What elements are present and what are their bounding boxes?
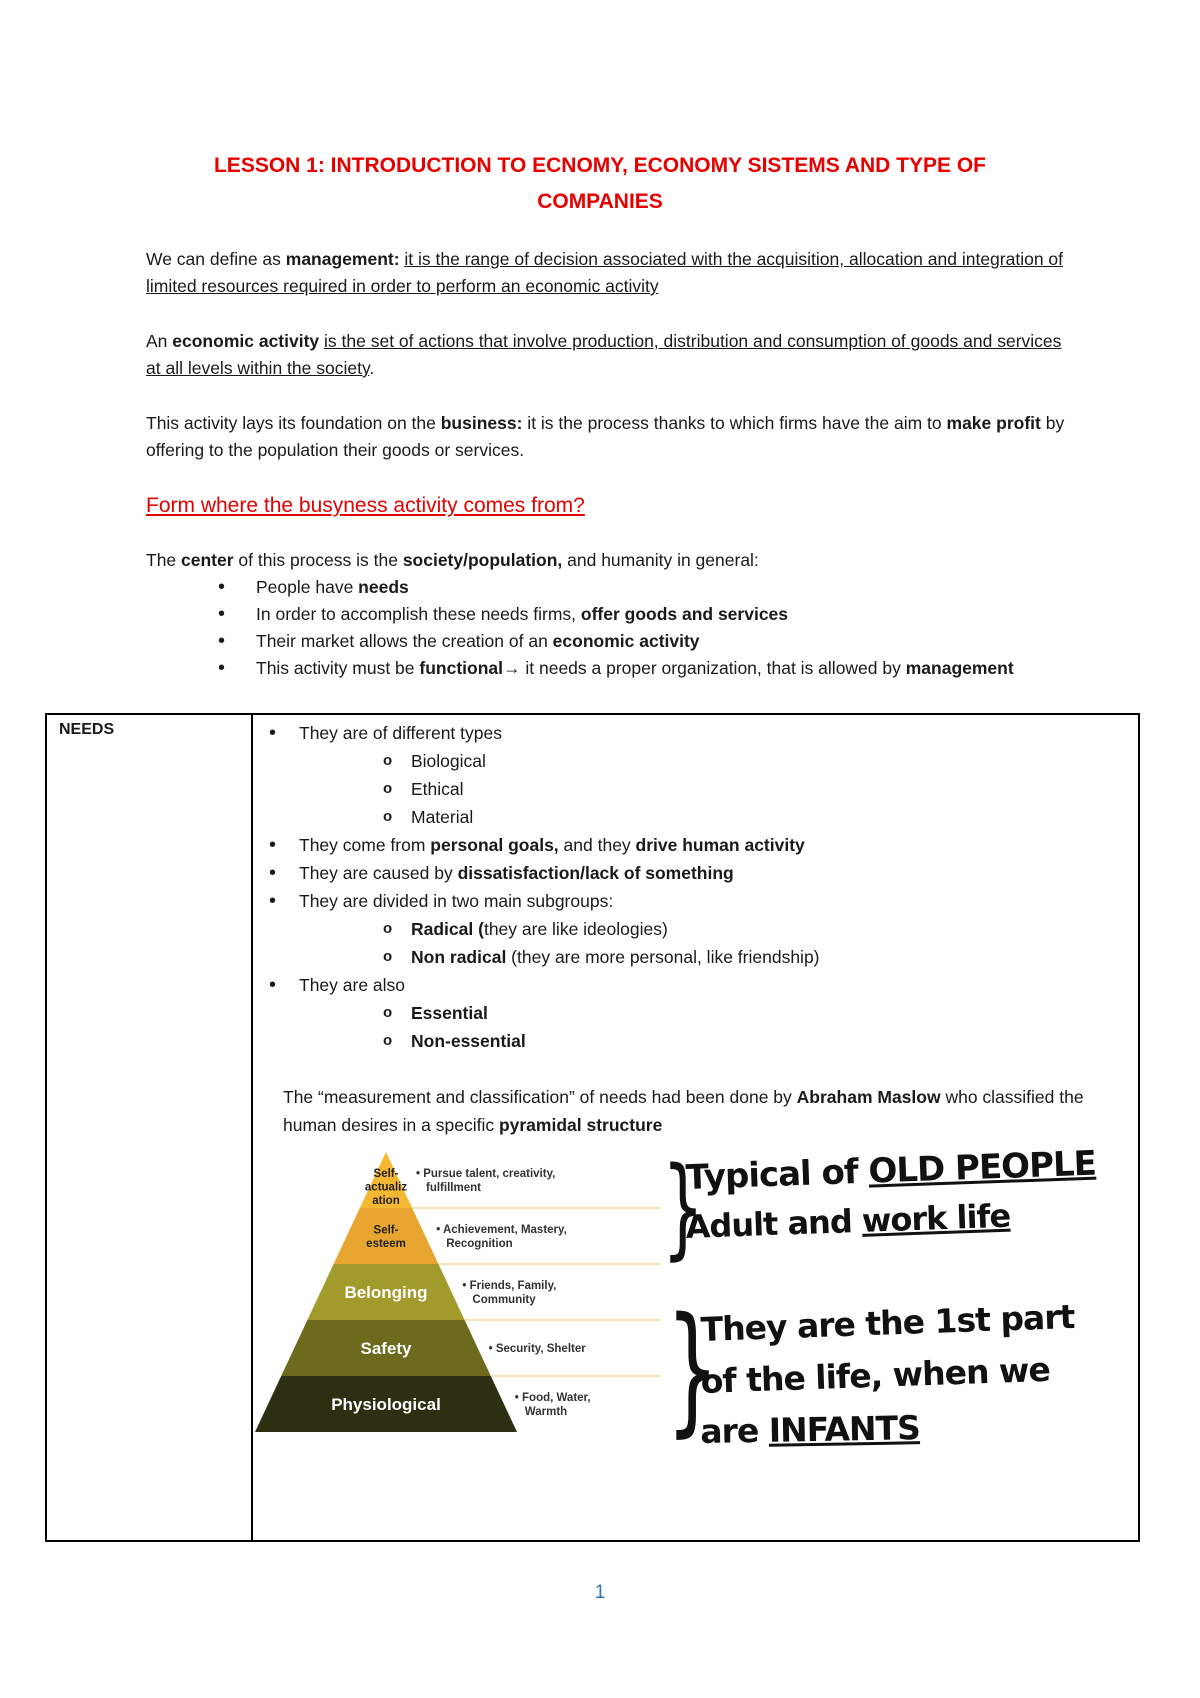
maslow-paragraph: The “measurement and classification” of needs had been done by Abraham Maslow who classified the human desires in a specific pyramidal structure: [283, 1087, 1084, 1135]
make-profit-term: make profit: [946, 413, 1041, 433]
center-paragraph: [146, 547, 1076, 574]
list-item: o Biological: [299, 747, 1121, 775]
business-paragraph: [146, 410, 1076, 464]
pyramid-level-description: • Food, Water,: [514, 1392, 591, 1404]
needs-content: [261, 719, 1121, 1139]
pyramid-level-label: Self-: [373, 1224, 399, 1237]
handwritten-note-life: of the life, when we: [700, 1349, 1051, 1401]
economic-activity-definition: [146, 328, 1076, 382]
pyramid-level-label: Safety: [360, 1338, 412, 1358]
society-term: society/population,: [402, 550, 563, 570]
pyramid-level-label: Belonging: [344, 1282, 428, 1302]
business-term: business:: [440, 413, 523, 433]
lesson-title-line-1: LESSON 1: INTRODUCTION TO ECNOMY, ECONOMY SISTEMS AND TYPE OF: [213, 154, 987, 177]
list-item: • People have needs: [146, 574, 1046, 601]
arrow-right-icon: →: [503, 658, 521, 678]
economic-suffix: .: [369, 358, 375, 378]
list-item: • They are divided in two main subgroups: o Radical (they are like ideologies) o Non radical (they are more personal, like friendship): [261, 887, 1121, 971]
list-item: o Non radical (they are more personal, like friendship): [299, 943, 1121, 971]
brace-icon: }: [662, 1143, 704, 1271]
list-item: o Radical (they are like ideologies): [299, 915, 1121, 943]
pyramid-level-label: Physiological: [331, 1394, 441, 1414]
definition-prefix: We can define as: [146, 249, 286, 269]
pyramid-level-description: • Achievement, Mastery,: [436, 1224, 567, 1236]
business-text-a: This activity lays its foundation on the: [146, 413, 441, 433]
pyramid-level-label: ation: [372, 1195, 400, 1208]
pyramid-level-description: • Pursue talent, creativity,: [416, 1168, 556, 1180]
pyramid-level-description: Community: [472, 1294, 536, 1306]
pyramid-level-label: Self-: [373, 1168, 399, 1181]
business-text-c: by offering to the population their goods or services.: [146, 413, 1065, 460]
process-bullet-list: [146, 574, 1046, 682]
list-item: • Their market allows the creation of an economic activity: [146, 628, 1046, 655]
list-item: o Ethical: [299, 775, 1121, 803]
brace-icon: }: [665, 1288, 720, 1451]
list-item: • They come from personal goals, and they drive human activity: [261, 831, 1121, 859]
handwritten-note-old-people: Typical of OLD PEOPLE: [685, 1143, 1097, 1198]
center-text-e: and humanity in general:: [562, 550, 759, 570]
economic-prefix: An: [146, 331, 173, 351]
management-definition-text: it is the range of decision associated with the acquisition, allocation and integration of limited resources required in order to perform an economic activity: [146, 249, 1064, 296]
pyramid-level-description: • Security, Shelter: [488, 1343, 586, 1355]
maslow-pyramid: [255, 1150, 665, 1440]
economic-activity-term: economic activity: [172, 331, 320, 351]
list-item: • In order to accomplish these needs firms, offer goods and services: [146, 601, 1046, 628]
center-text-c: of this process is the: [233, 550, 403, 570]
table-divider: [251, 715, 253, 1540]
needs-list: [261, 719, 1121, 1055]
pyramid-level-label: esteem: [366, 1237, 406, 1250]
pyramid-level-description: Warmth: [524, 1406, 568, 1418]
center-term: center: [181, 550, 234, 570]
handwritten-note-infants: are INFANTS: [700, 1408, 921, 1451]
list-item: o Non-essential: [299, 1027, 1121, 1055]
list-item: • This activity must be functional→ it needs a proper organization, that is allowed by management: [146, 655, 1046, 682]
needs-label: NEEDS: [59, 721, 115, 738]
center-text-a: The: [146, 550, 182, 570]
pyramid-level-label: actualiz: [364, 1181, 408, 1194]
list-item: o Essential: [299, 999, 1121, 1027]
section-subheading: Form where the busyness activity comes from?: [146, 494, 585, 517]
list-item: o Material: [299, 803, 1121, 831]
lesson-title-line-2: COMPANIES: [537, 190, 663, 213]
pyramid-level-description: Recognition: [446, 1238, 513, 1250]
handwritten-note-first-part: They are the 1st part: [700, 1296, 1075, 1349]
pyramid-level-description: fulfillment: [426, 1182, 481, 1194]
handwritten-note-adult: Adult and work life: [685, 1196, 1011, 1246]
list-item: • They are caused by dissatisfaction/lack of something: [261, 859, 1121, 887]
business-text-b: it is the process thanks to which firms have the aim to: [522, 413, 947, 433]
management-definition: [146, 246, 1076, 300]
lesson-title: [100, 148, 1100, 220]
economic-activity-definition-text: is the set of actions that involve production, distribution and consumption of goods and services at all levels within the society: [146, 331, 1062, 378]
pyramid-level-description: • Friends, Family,: [462, 1280, 557, 1292]
page-number: 1: [594, 1582, 606, 1603]
list-item: • They are of different types o Biological o Ethical o Material: [261, 719, 1121, 831]
list-item: • They are also o Essential o Non-essential: [261, 971, 1121, 1055]
management-term: management:: [285, 249, 400, 269]
